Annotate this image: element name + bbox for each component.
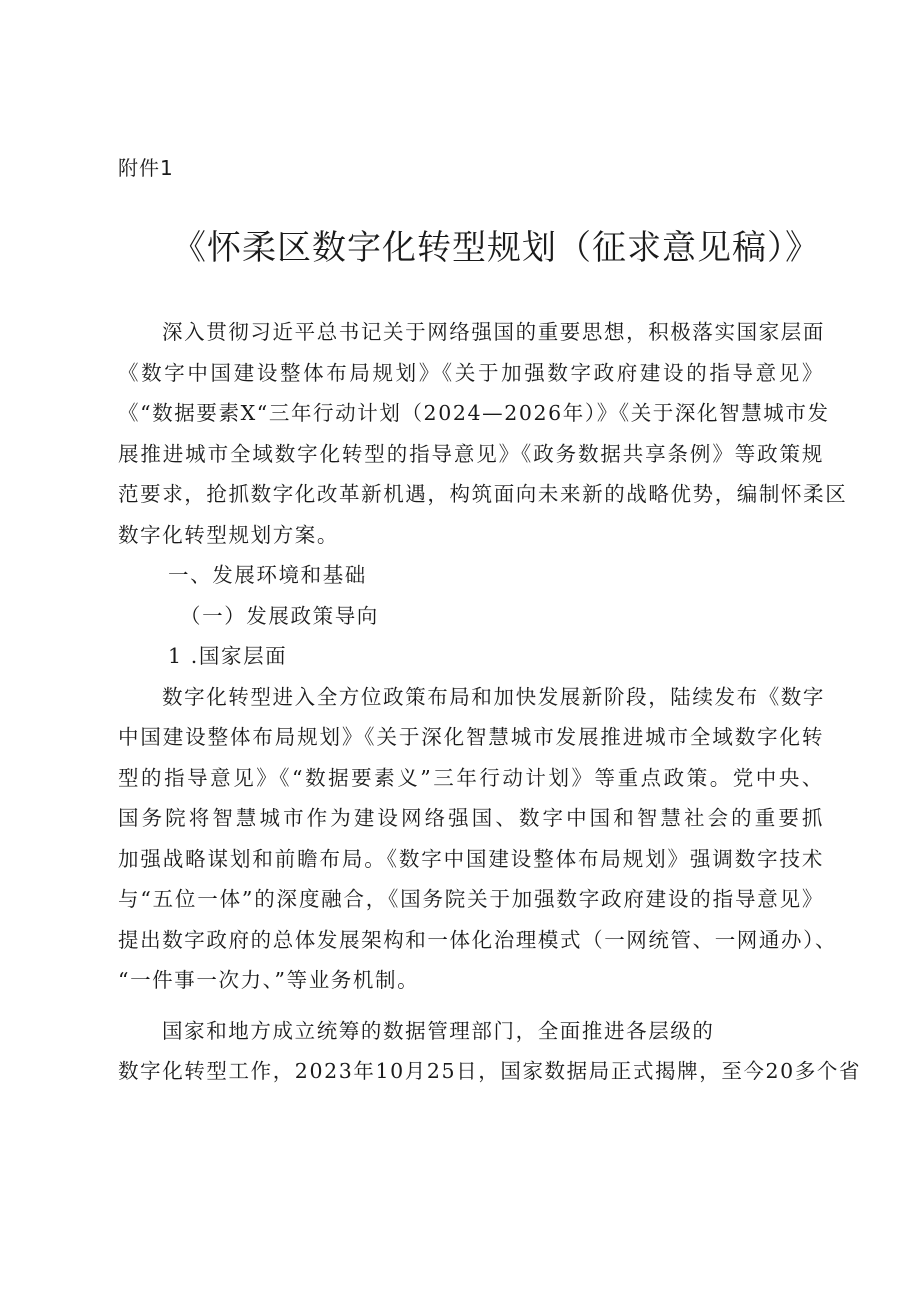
section-heading: 一、发展环境和基础 — [168, 563, 367, 587]
text-line: 数字化转型工作，2023年10月25日，国家数据局正式揭牌，至今20多个省 — [118, 1059, 862, 1083]
document-body — [118, 312, 862, 1092]
text-line: 范要求，抢抓数字化改革新机遇，构筑面向未来新的战略优势，编制怀柔区 — [118, 482, 848, 506]
text-line: 中国建设整体布局规划》《关于深化智慧城市发展推进城市全域数字化转 — [118, 725, 824, 749]
text-line: 数字化转型规划方案。 — [118, 522, 339, 547]
text-line: 提出数字政府的总体发展架构和一体化治理模式（一网统管、一网通办）、 — [118, 927, 838, 952]
document-title: 《怀柔区数字化转型规划（征求意见稿）》 — [172, 228, 820, 268]
paragraph-national — [118, 677, 838, 1001]
text-line: 深入贯彻习近平总书记关于网络强国的重要思想，积极落实国家层面 — [162, 320, 825, 344]
item-heading: 1 .国家层面 — [168, 644, 288, 668]
attachment-label: 附件1 — [118, 156, 174, 180]
text-line: 国家和地方成立统筹的数据管理部门，全面推进各层级的 — [162, 1018, 715, 1043]
text-line: 型的指导意见》《“数据要素义”三年行动计划》等重点政策。党中央、 — [118, 765, 824, 790]
paragraph-data-bureau — [118, 1011, 862, 1092]
subsection-heading: （一）发展政策导向 — [180, 603, 379, 628]
text-line: 加强战略谋划和前瞻布局。《数字中国建设整体布局规划》强调数字技术 — [118, 846, 824, 871]
text-line: 与“五位一体”的深度融合，《国务院关于加强数字政府建设的指导意见》 — [118, 887, 824, 911]
text-line: 《数字中国建设整体布局规划》《关于加强数字政府建设的指导意见》 — [118, 360, 824, 385]
text-line: 数字化转型进入全方位政策布局和加快发展新阶段，陆续发布《数字 — [162, 684, 825, 709]
text-line: 《“数据要素X“三年行动计划（2024—2026年）》《关于深化智慧城市发 — [118, 401, 830, 425]
text-line: “一件事一次力、”等业务机制。 — [118, 968, 420, 992]
text-line: 国务院将智慧城市作为建设网络强国、数字中国和智慧社会的重要抓 — [118, 806, 824, 830]
text-line: 展推进城市全域数字化转型的指导意见》《政务数据共享条例》等政策规 — [118, 441, 824, 466]
paragraph-intro — [118, 312, 848, 555]
